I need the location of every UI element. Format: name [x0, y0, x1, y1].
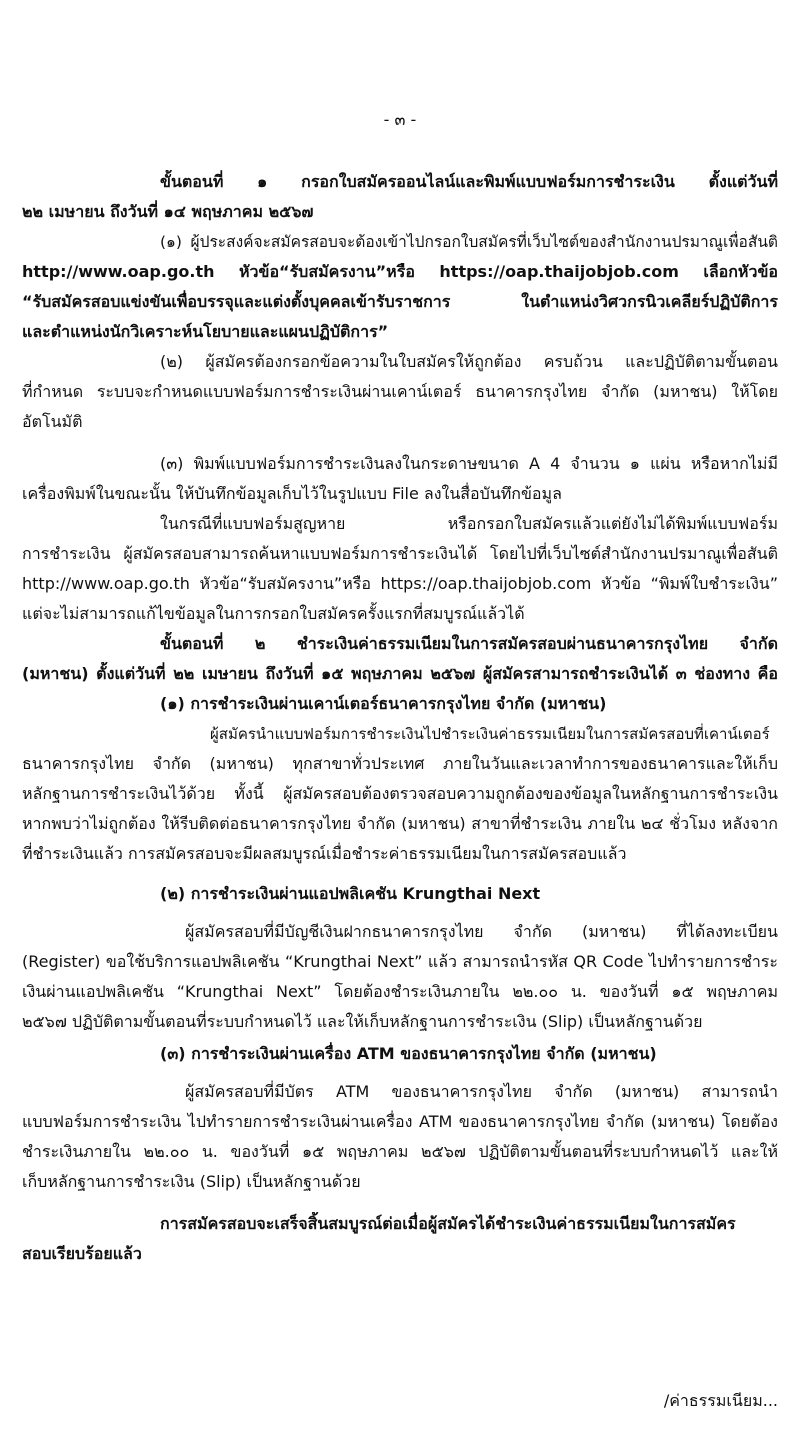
paragraph-line: ชำระเงินภายใน ๒๒.๐๐ น. ของวันที่ ๑๕ พฤษภาคม ๒๕๖๗ ปฏิบัติตามขั้นตอนที่ระบบกำหนดไว้ และให้: [22, 1142, 778, 1161]
step-1-date: ๒๒ เมษายน ถึงวันที่ ๑๔ พฤษภาคม ๒๕๖๗: [22, 202, 314, 221]
paragraph-line: แบบฟอร์มการชำระเงิน ไปทำรายการชำระเงินผ่านเครื่อง ATM ของธนาคารกรุงไทย จำกัด (มหาชน) โดยต้อง: [22, 1112, 778, 1131]
paragraph-line: และตำแหน่งนักวิเคราะห์นโยบายและแผนปฏิบัติการ”: [22, 322, 389, 341]
paragraph-line: เก็บหลักฐานการชำระเงิน (Slip) เป็นหลักฐานด้วย: [22, 1172, 361, 1191]
paragraph-line: http://www.oap.go.th หัวข้อ“รับสมัครงาน”หรือ https://oap.thaijobjob.com หัวข้อ “พิมพ์ใบชำระเงิน”: [22, 574, 778, 593]
paragraph-line: (๑) ผู้ประสงค์จะสมัครสอบจะต้องเข้าไปกรอกใบสมัครที่เว็บไซต์ของสำนักงานปรมาณูเพื่อสันติ: [160, 233, 778, 251]
paragraph-line: (Register) ขอใช้บริการแอปพลิเคชัน “Krungthai Next” แล้ว สามารถนำรหัส QR Code ไปทำรายการชำระ: [22, 952, 778, 971]
paragraph-line: เงินผ่านแอปพลิเคชัน “Krungthai Next” โดยต้องชำระเงินภายใน ๒๒.๐๐ น. ของวันที่ ๑๕ พฤษภาคม: [22, 982, 778, 1001]
paragraph-line: แต่จะไม่สามารถแก้ไขข้อมูลในการกรอกใบสมัครครั้งแรกที่สมบูรณ์แล้วได้: [22, 604, 525, 623]
closing-note: การสมัครสอบจะเสร็จสิ้นสมบูรณ์ต่อเมื่อผู้สมัครได้ชำระเงินค่าธรรมเนียมในการสมัคร: [160, 1214, 736, 1233]
paragraph-line: เครื่องพิมพ์ในขณะนั้น ให้บันทึกข้อมูลเก็บไว้ในรูปแบบ File ลงในสื่อบันทึกข้อมูล: [22, 484, 562, 503]
step-2-date: (มหาชน) ตั้งแต่วันที่ ๒๒ เมษายน ถึงวันที่ ๑๕ พฤษภาคม ๒๕๖๗ ผู้สมัครสามารถชำระเงินได้ ๓ ช่องทาง คือ: [22, 664, 778, 683]
method-1-heading: (๑) การชำระเงินผ่านเคาน์เตอร์ธนาคารกรุงไทย จำกัด (มหาชน): [160, 694, 607, 713]
method-3-heading: (๓) การชำระเงินผ่านเครื่อง ATM ของธนาคารกรุงไทย จำกัด (มหาชน): [160, 1044, 657, 1063]
paragraph-line: ผู้สมัครสอบที่มีบัญชีเงินฝากธนาคารกรุงไทย จำกัด (มหาชน) ที่ได้ลงทะเบียน: [185, 922, 778, 941]
paragraph-line: ผู้สมัครนำแบบฟอร์มการชำระเงินไปชำระเงินค่าธรรมเนียมในการสมัครสอบที่เคาน์เตอร์: [210, 725, 770, 743]
paragraph-line: ๒๕๖๗ ปฏิบัติตามขั้นตอนที่ระบบกำหนดไว้ และให้เก็บหลักฐานการชำระเงิน (Slip) เป็นหลักฐานด้วย: [22, 1012, 703, 1031]
step-1-heading: ขั้นตอนที่ ๑ กรอกใบสมัครออนไลน์และพิมพ์แบบฟอร์มการชำระเงิน ตั้งแต่วันที่: [160, 172, 778, 191]
closing-note: สอบเรียบร้อยแล้ว: [22, 1244, 142, 1263]
paragraph-line: (๒) ผู้สมัครต้องกรอกข้อความในใบสมัครให้ถูกต้อง ครบถ้วน และปฏิบัติตามขั้นตอน: [160, 352, 778, 371]
paragraph-line: อัตโนมัติ: [22, 412, 83, 431]
method-2-heading: (๒) การชำระเงินผ่านแอปพลิเคชัน Krungthai Next: [160, 884, 541, 903]
paragraph-line: หลักฐานการชำระเงินไว้ด้วย ทั้งนี้ ผู้สมัครสอบต้องตรวจสอบความถูกต้องของข้อมูลในหลักฐานการชำระเงิน: [22, 784, 778, 803]
paragraph-line: ที่ชำระเงินแล้ว การสมัครสอบจะมีผลสมบูรณ์เมื่อชำระค่าธรรมเนียมในการสมัครสอบแล้ว: [22, 844, 627, 863]
step-2-heading: ขั้นตอนที่ ๒ ชำระเงินค่าธรรมเนียมในการสมัครสอบผ่านธนาคารกรุงไทย จำกัด: [160, 634, 778, 653]
paragraph-line: http://www.oap.go.th หัวข้อ“รับสมัครงาน”หรือ https://oap.thaijobjob.com เลือกหัวข้อ: [22, 262, 778, 281]
continuation-footer: /ค่าธรรมเนียม...: [663, 1391, 778, 1410]
paragraph-line: ผู้สมัครสอบที่มีบัตร ATM ของธนาคารกรุงไทย จำกัด (มหาชน) สามารถนำ: [185, 1082, 778, 1101]
paragraph-line: ที่กำหนด ระบบจะกำหนดแบบฟอร์มการชำระเงินผ่านเคาน์เตอร์ ธนาคารกรุงไทย จำกัด (มหาชน) ให้โดย: [22, 382, 778, 401]
page-number: - ๓ -: [383, 110, 417, 129]
paragraph-line: ธนาคารกรุงไทย จำกัด (มหาชน) ทุกสาขาทั่วประเทศ ภายในวันและเวลาทำการของธนาคารและให้เก็บ: [22, 754, 778, 773]
paragraph-line: (๓) พิมพ์แบบฟอร์มการชำระเงินลงในกระดาษขนาด A 4 จำนวน ๑ แผ่น หรือหากไม่มี: [160, 454, 778, 473]
paragraph-line: “รับสมัครสอบแข่งขันเพื่อบรรจุและแต่งตั้งบุคคลเข้ารับราชการ ในตำแหน่งวิศวกรนิวเคลียร์ปฏิบัติการ: [22, 292, 778, 311]
paragraph-line: หากพบว่าไม่ถูกต้อง ให้รีบติดต่อธนาคารกรุงไทย จำกัด (มหาชน) สาขาที่ชำระเงิน ภายใน ๒๔ ชั่วโมง หลังจาก: [22, 814, 778, 833]
paragraph-line: ในกรณีที่แบบฟอร์มสูญหาย หรือกรอกใบสมัครแล้วแต่ยังไม่ได้พิมพ์แบบฟอร์ม: [160, 514, 778, 533]
paragraph-line: การชำระเงิน ผู้สมัครสอบสามารถค้นหาแบบฟอร์มการชำระเงินได้ โดยไปที่เว็บไซต์สำนักงานปรมาณูเพื่อสันติ: [22, 544, 778, 563]
